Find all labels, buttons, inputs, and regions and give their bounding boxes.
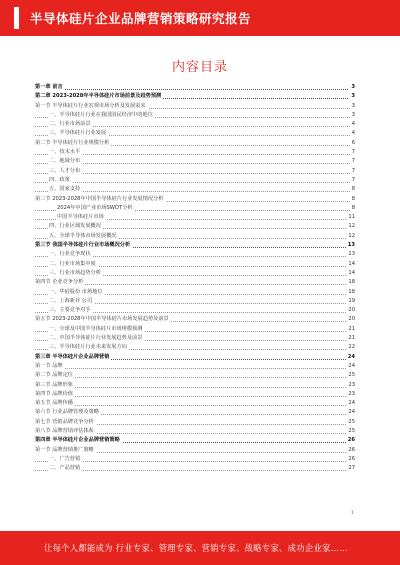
toc-entry[interactable] [35,427,355,436]
toc-entry-label: 中国半导体硅片市场 [57,214,104,221]
toc-leader-dots [35,191,350,192]
toc-entry-label: 第八节 品牌营销评估体系 [35,427,94,434]
toc-entry-page: 3 [349,83,355,92]
toc-entry-label: 第二节 半导体硅片行业规模分析 [35,139,110,146]
toc-entry-page: 6 [350,139,355,148]
toc-entry-page: 26 [346,455,355,464]
toc-entry-label: 第三章 半导体硅片企业品牌营销 [35,353,110,360]
toc-entry-label: 二、上海新昇 公司 [49,297,93,304]
toc-entry-label: 第四节 企业竞争分析 [35,279,84,286]
toc-entry-label: 二、地域分布 [49,158,81,165]
toc-entry-label: 二、行业市场前景 [49,121,91,128]
toc-leader-dots [35,387,350,388]
toc-entry[interactable] [35,148,355,157]
toc-entry-page: 27 [346,464,355,473]
toc-entry-page: 24 [346,353,355,362]
toc-entry-label: 第三节 品牌形象 [35,381,73,388]
toc-entry-label: 五、全球半导体市场发展概况 [49,232,117,239]
toc-entry-label: 第二章 2023-2028年半导体硅片市场前景及趋势预测 [35,93,162,100]
header-accent-bar [14,7,19,29]
toc-entry[interactable] [35,343,355,352]
toc-entry-page: 19 [346,297,355,306]
toc-entry-page: 12 [346,232,355,241]
toc-entry-label: 三、半导体硅片行业未来发展方向 [49,344,127,351]
toc-entry-label: 五、国家支持 [49,186,81,193]
toc-entry-page: 25 [346,371,355,380]
toc-entry[interactable] [35,83,355,92]
toc-entry[interactable] [35,129,355,138]
toc-entry-page: 11 [346,213,355,222]
toc-entry-label: 三、人才分布 [49,167,81,174]
toc-entry[interactable] [35,278,355,287]
toc-entry-page: 25 [346,427,355,436]
toc-entry-label: 三、行业市场趋势分析 [49,269,101,276]
toc-leader-dots [35,470,350,471]
toc-entry-page: 4 [350,120,355,129]
toc-entry[interactable] [35,102,355,111]
toc-entry-page: 14 [346,260,355,269]
toc-entry-label: 一、广告营销 [49,455,81,462]
toc-entry-page: 23 [346,381,355,390]
footer-banner [0,531,400,565]
table-of-contents [35,83,355,473]
toc-entry[interactable] [35,362,355,371]
toc-leader-dots [35,405,350,406]
toc-entry[interactable] [35,315,355,324]
toc-entry-label: 第七节 营销品牌竞争分析 [35,418,94,425]
toc-entry[interactable] [35,167,355,176]
toc-entry-page: 20 [346,315,355,324]
toc-entry[interactable] [35,111,355,120]
toc-entry[interactable] [35,269,355,278]
toc-entry[interactable] [35,334,355,343]
toc-entry-page: 18 [346,288,355,297]
toc-entry-label: 第四章 半导体硅片企业品牌营销策略 [35,437,120,444]
toc-entry[interactable] [35,195,355,204]
toc-entry-page: 8 [350,204,355,213]
toc-entry-label: 第二节 品牌定位 [35,372,73,379]
toc-entry-label: 一、华硅股份 市场地位 [49,288,103,295]
toc-entry-label: 二、产品营销 [49,465,81,472]
toc-entry-label: 第三节 2023-2028年中国半导体硅片行业发展情况分析 [35,195,164,202]
toc-entry[interactable] [35,120,355,129]
header-banner [0,0,400,36]
toc-entry-page: 24 [346,362,355,371]
toc-leader-dots [35,377,350,378]
toc-entry-page: 21 [346,325,355,334]
toc-entry-page: 20 [346,306,355,315]
toc-entry-page: 18 [346,278,355,287]
footer-slogan: 让每个人都能成为 行业专家、管理专家、营销专家、战略专家、成功企业家…… [44,543,348,553]
toc-entry-label: 第六节 行业品牌管理及策略 [35,409,99,416]
toc-entry-page: 13 [346,241,355,250]
toc-entry-page: 26 [346,446,355,455]
toc-entry-label: 一、半导体硅片行业在我国国民经济中的地位 [49,111,153,118]
toc-leader-dots [35,163,350,164]
toc-entry[interactable] [35,222,355,231]
toc-entry[interactable] [35,157,355,166]
toc-entry[interactable] [35,250,355,259]
toc-entry-page: 25 [346,418,355,427]
toc-entry[interactable] [35,455,355,464]
toc-entry-label: 四、政策 [49,176,70,183]
toc-entry-page: 7 [350,157,355,166]
toc-entry-page: 13 [346,250,355,259]
report-title: 半导体硅片企业品牌营销策略研究报告 [30,11,252,26]
toc-entry-page: 3 [350,111,355,120]
toc-entry[interactable] [35,92,355,101]
toc-entry-page: 23 [346,390,355,399]
toc-entry-page: 3 [350,102,355,111]
toc-leader-dots [35,89,350,90]
toc-entry[interactable] [35,232,355,241]
toc-entry[interactable] [35,371,355,380]
toc-entry-page: 24 [346,408,355,417]
toc-entry[interactable] [35,241,355,250]
toc-entry-page: 14 [346,269,355,278]
toc-heading: 内容目录 [171,60,228,75]
toc-entry-label: 二、行业市场集中度 [49,260,96,267]
toc-entry[interactable] [35,204,355,213]
toc-entry-page: 7 [350,148,355,157]
toc-entry-page: 24 [346,399,355,408]
toc-entry[interactable] [35,139,355,148]
toc-entry[interactable] [35,288,355,297]
toc-leader-dots [35,368,350,369]
toc-entry-label: 三、半导体硅片行业发展 [49,130,107,137]
toc-leader-dots [35,182,350,183]
toc-entry-label: 第五节 品牌传播 [35,400,73,407]
toc-entry-page: 4 [350,129,355,138]
toc-leader-dots [35,154,350,155]
toc-entry-label: 一、技术水平 [49,149,81,156]
toc-entry-page: 8 [350,185,355,194]
toc-entry-label: 2024年中国产业市场SWOT分析 [57,204,133,211]
toc-entry-label: 三、主要竞争对手 [49,307,91,314]
toc-entry[interactable] [35,353,355,362]
toc-entry[interactable] [35,399,355,408]
toc-entry-page: 3 [349,92,355,101]
toc-entry[interactable] [35,436,355,445]
toc-entry-label: 一、行业竞争现状 [49,251,91,258]
toc-leader-dots [35,396,350,397]
toc-entry-page: 22 [346,343,355,352]
toc-entry[interactable] [35,408,355,417]
toc-leader-dots [35,461,350,462]
toc-entry-label: 第一节 品牌 [35,362,63,369]
toc-entry-page: 21 [346,334,355,343]
toc-entry-label: 第一节 半导体硅片行业宏观市场分析及发展需求 [35,102,146,109]
toc-entry-label: 二、中国半导体硅片行业发展趋势及前景 [49,335,143,342]
toc-entry-label: 四、行业区域发展概况 [49,223,101,230]
toc-entry[interactable] [35,306,355,315]
toc-entry-page: 7 [350,167,355,176]
toc-entry[interactable] [35,297,355,306]
toc-entry[interactable] [35,464,355,473]
toc-leader-dots [35,173,350,174]
toc-entry[interactable] [35,446,355,455]
toc-entry-label: 一、全球及中国半导体硅片市场规模预测 [49,325,143,332]
toc-entry[interactable] [35,390,355,399]
toc-entry-page: 26 [346,436,355,445]
toc-entry[interactable] [35,260,355,269]
toc-entry-label: 第四节 品牌价值 [35,390,73,397]
toc-entry-label: 第三节 我国半导体硅片行业市场概况分析 [35,242,131,249]
toc-entry-label: 第一节 品牌营销推广策略 [35,446,94,453]
toc-entry[interactable] [35,418,355,427]
toc-entry-label: 第五节 2023-2028年中国半导体硅片市场发展趋势及前景 [35,316,169,323]
toc-entry[interactable] [35,325,355,334]
toc-entry-page: 12 [346,222,355,231]
toc-entry-page: 7 [350,176,355,185]
toc-entry[interactable] [35,185,355,194]
toc-entry-page: 8 [350,195,355,204]
toc-entry[interactable] [35,176,355,185]
toc-entry-label: 第一章 前言 [35,84,63,90]
page-number: 1 [350,510,354,516]
toc-entry[interactable] [35,213,355,222]
toc-entry[interactable] [35,381,355,390]
